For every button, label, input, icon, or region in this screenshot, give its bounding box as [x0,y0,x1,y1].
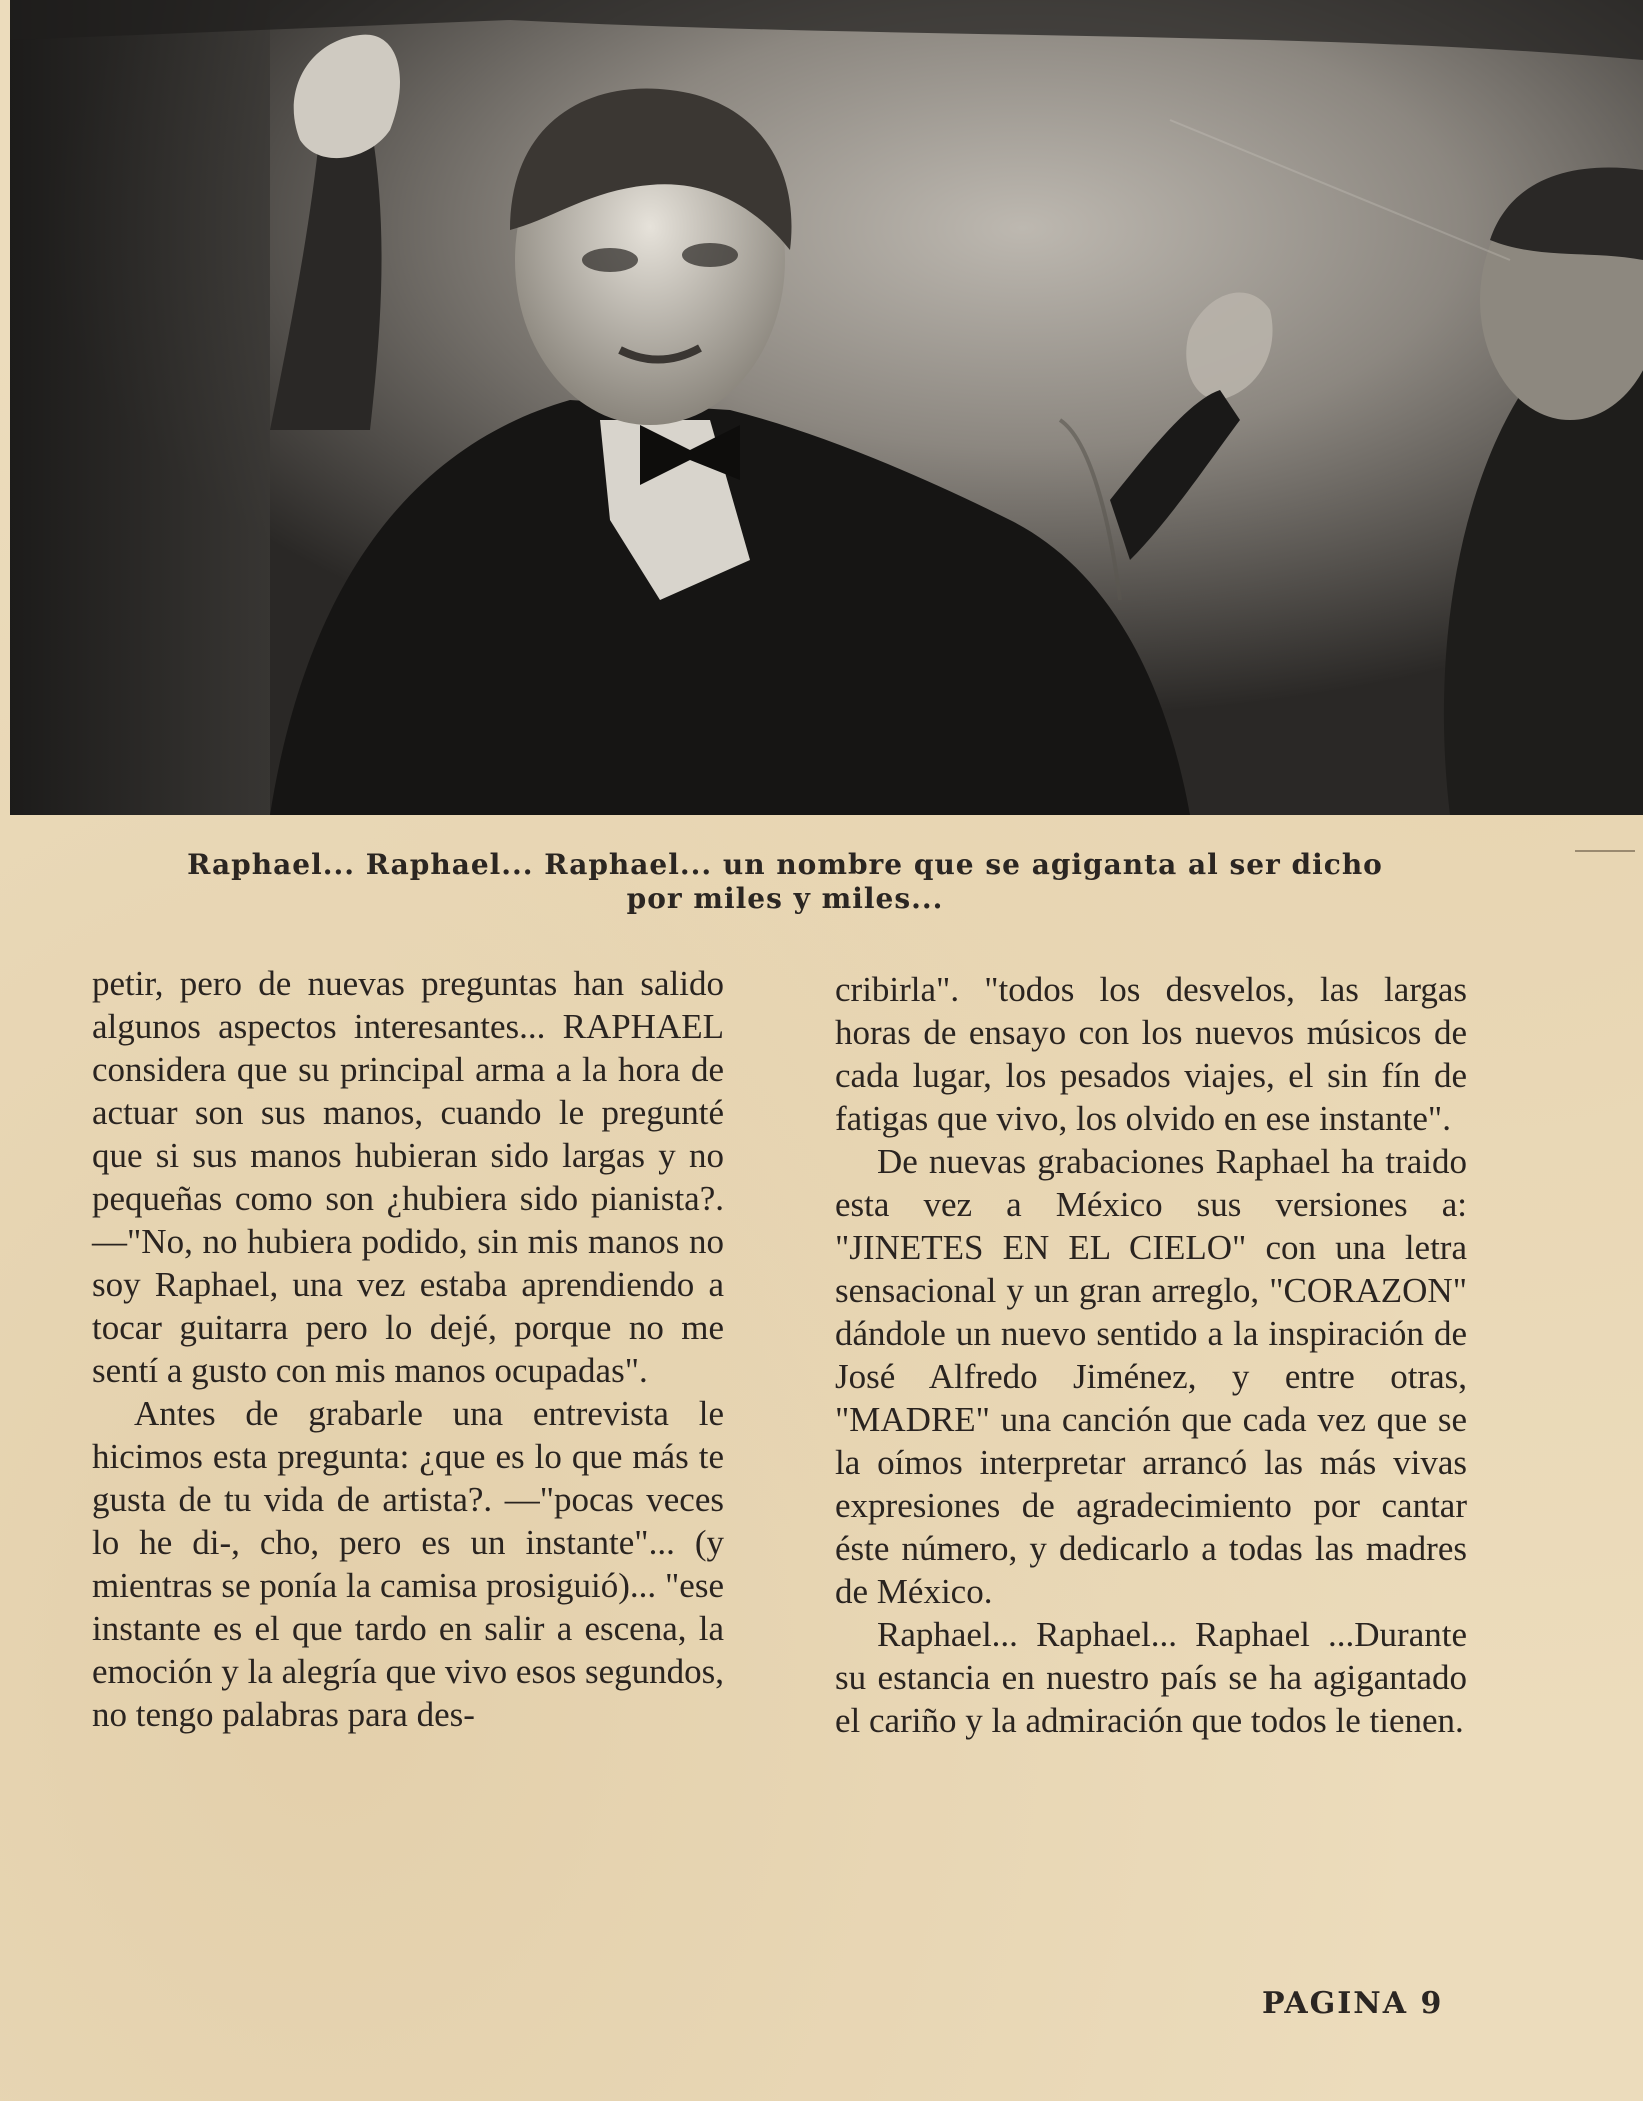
photo-caption [100,848,1470,916]
left-paragraph-1: petir, pero de nuevas preguntas han salido algunos aspectos interesantes... RAPHAEL considera que su principal arma a la hora de actuar son sus manos, cuando le pregunté que si sus manos hubieran sido largas y no pequeñas como son ¿hubiera sido pianista?. —"No, no hubiera podido, sin mis manos no soy Raphael, una vez estaba aprendiendo a tocar guitarra pero lo dejé, porque no me sentí a gusto con mis manos ocupadas". [92,964,724,1390]
article-column-right [835,968,1467,1742]
caption-line-2: por miles y miles... [626,882,944,915]
margin-mark [1575,850,1635,852]
performer-photo-icon [10,0,1643,815]
caption-line-1: Raphael... Raphael... Raphael... un nombre que se agiganta al ser dicho [187,848,1383,881]
right-paragraph-3: Raphael... Raphael... Raphael ...Durante su estancia en nuestro país se ha agigantado el cariño y la admiración que todos le tienen. [835,1615,1467,1740]
left-paragraph-2: Antes de grabarle una entrevista le hicimos esta pregunta: ¿que es lo que más te gusta de tu vida de artista?. —"pocas veces lo he di-, cho, pero es un instante"... (y mientras se ponía la camisa prosiguió)... "ese instante es el que tardo en salir a escena, la emoción y la alegría que vivo esos segundos, no tengo palabras para des- [92,1394,724,1734]
page-number: PAGINA 9 [1262,1986,1444,2021]
right-paragraph-1: cribirla". "todos los desvelos, las largas horas de ensayo con los nuevos músicos de cada lugar, los pesados viajes, el sin fín de fatigas que vivo, los olvido en ese instante". [835,970,1467,1138]
article-column-left [92,962,724,1736]
right-paragraph-2: De nuevas grabaciones Raphael ha traido esta vez a México sus versiones a: "JINETES EN EL CIELO" con una letra sensacional y un gran arreglo, "CORAZON" dándole un nuevo sentido a la inspiración de José Alfredo Jiménez, y entre otras, "MADRE" una canción que cada vez que se la oímos interpretar arrancó las más vivas expresiones de agradecimiento por cantar éste número, y dedicarlo a todas las madres de México. [835,1142,1467,1611]
performer-photo [10,0,1643,815]
